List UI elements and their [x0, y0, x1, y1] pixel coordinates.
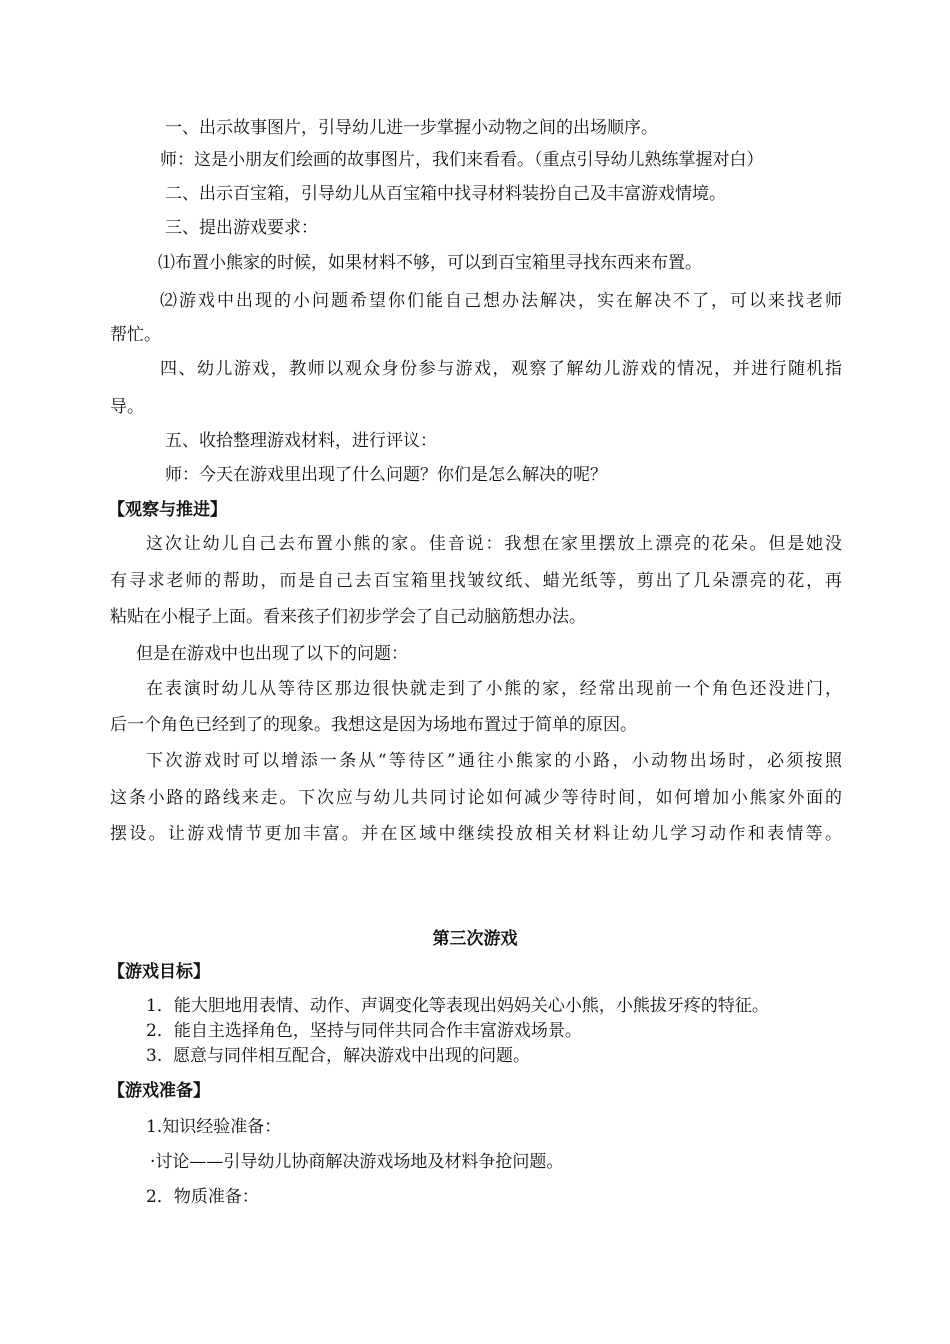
teacher-line-2: 师：今天在游戏里出现了什么问题？你们是怎么解决的呢？	[165, 465, 607, 485]
step-4: 四、幼儿游戏，教师以观众身份参与游戏，观察了解幼儿游戏的情况，并进行随机指	[160, 359, 842, 379]
requirement-2-cont: 帮忙。	[110, 325, 161, 345]
observation-line-9: 摆设。让游戏情节更加丰富。并在区域中继续投放相关材料让幼儿学习动作和表情等。	[110, 824, 842, 844]
requirement-2: ⑵游戏中出现的小问题希望你们能自己想办法解决，实在解决不了，可以来找老师	[160, 291, 842, 311]
observation-heading: 【观察与推进】	[108, 500, 227, 520]
prep-heading: 【游戏准备】	[108, 1081, 210, 1101]
section-title: 第三次游戏	[432, 929, 518, 949]
goal-1: 1．能大胆地用表情、动作、声调变化等表现出妈妈关心小熊，小熊拔牙疼的特征。	[146, 996, 769, 1016]
goal-2: 2．能自主选择角色，坚持与同伴共同合作丰富游戏场景。	[146, 1021, 582, 1041]
goals-heading: 【游戏目标】	[108, 962, 210, 982]
prep-2: 2．物质准备：	[146, 1187, 259, 1207]
observation-line-7: 下次游戏时可以增添一条从“等待区”通往小熊家的小路，小动物出场时，必须按照	[146, 751, 842, 771]
step-5: 五、收拾整理游戏材料，进行评议：	[165, 431, 437, 451]
prep-1: 1.知识经验准备：	[146, 1117, 282, 1137]
prep-discussion: ·讨论——引导幼儿协商解决游戏场地及材料争抢问题。	[150, 1152, 564, 1172]
step-1: 一、出示故事图片，引导幼儿进一步掌握小动物之间的出场顺序。	[165, 118, 658, 138]
step-2: 二、出示百宝箱，引导幼儿从百宝箱中找寻材料装扮自己及丰富游戏情境。	[165, 184, 726, 204]
observation-line-5: 在表演时幼儿从等待区那边很快就走到了小熊的家，经常出现前一个角色还没进门，	[146, 679, 842, 699]
teacher-line-1: 师：这是小朋友们绘画的故事图片，我们来看看。（重点引导幼儿熟练掌握对白）	[160, 150, 764, 170]
observation-line-8: 这条小路的路线来走。下次应与幼儿共同讨论如何减少等待时间，如何增加小熊家外面的	[110, 788, 842, 808]
observation-line-6: 后一个角色已经到了的现象。我想这是因为场地布置过于简单的原因。	[110, 715, 637, 735]
goal-3: 3. 愿意与同伴相互配合，解决游戏中出现的问题。	[146, 1046, 531, 1066]
step-4-cont: 导。	[110, 397, 144, 417]
observation-line-4: 但是在游戏中也出现了以下的问题：	[136, 644, 408, 664]
observation-line-2: 有寻求老师的帮助，而是自己去百宝箱里找皱纹纸、蜡光纸等，剪出了几朵漂亮的花，再	[110, 571, 842, 591]
observation-line-1: 这次让幼儿自己去布置小熊的家。佳音说：我想在家里摆放上漂亮的花朵。但是她没	[146, 534, 842, 554]
step-3: 三、提出游戏要求：	[165, 218, 318, 238]
requirement-1: ⑴布置小熊家的时候，如果材料不够，可以到百宝箱里寻找东西来布置。	[158, 253, 702, 273]
observation-line-3: 粘贴在小棍子上面。看来孩子们初步学会了自己动脑筋想办法。	[110, 607, 586, 627]
